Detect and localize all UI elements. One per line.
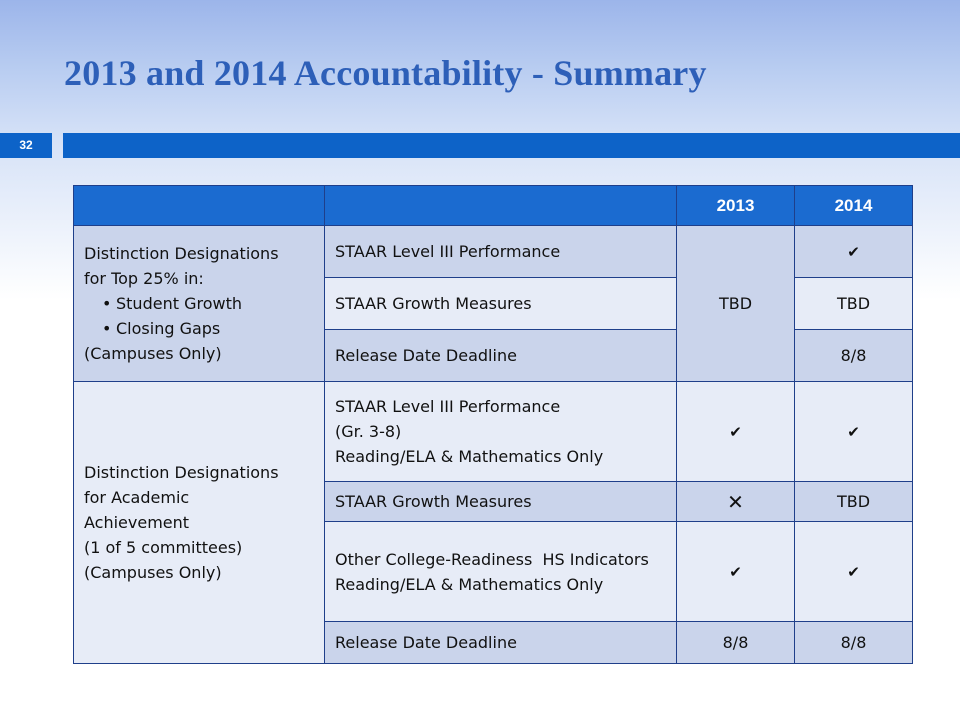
value-cell-2014: TBD	[795, 278, 913, 330]
group1-label-line: Distinction Designations	[84, 244, 279, 263]
group1-label-line: for Top 25% in:	[84, 269, 204, 288]
check-icon: ✔	[795, 382, 913, 482]
bullet-icon: •	[102, 319, 112, 338]
measure-cell: STAAR Growth Measures	[325, 482, 677, 522]
page-title: 2013 and 2014 Accountability - Summary	[64, 53, 707, 93]
measure-line: (Gr. 3-8)	[335, 422, 402, 441]
measure-cell	[325, 522, 677, 622]
value-cell-2014: 8/8	[795, 330, 913, 382]
table-row	[74, 226, 913, 278]
measure-cell: STAAR Growth Measures	[325, 278, 677, 330]
value-cell-2014: 8/8	[795, 622, 913, 664]
group1-label-cell	[74, 226, 325, 382]
title-rule-right	[63, 133, 960, 158]
value-cell-2013: 8/8	[677, 622, 795, 664]
check-icon: ✔	[795, 226, 913, 278]
check-icon: ✔	[677, 522, 795, 622]
measure-line: Reading/ELA & Mathematics Only	[335, 574, 604, 594]
cross-icon: ✕	[677, 482, 795, 522]
header-cell-empty-2	[325, 186, 677, 226]
measure-cell	[325, 382, 677, 482]
slide-number: 32	[19, 138, 33, 152]
table-header-row	[74, 186, 913, 226]
value-cell-2014: TBD	[795, 482, 913, 522]
check-icon: ✔	[795, 522, 913, 622]
list-item	[84, 291, 324, 316]
bullet-text: Student Growth	[116, 294, 242, 313]
bullet-icon: •	[102, 294, 112, 313]
header-cell-2013: 2013	[677, 186, 795, 226]
bullet-text: Closing Gaps	[116, 319, 221, 338]
measure-cell: STAAR Level III Performance	[325, 226, 677, 278]
measure-line: Reading/ELA & Mathematics Only	[335, 447, 604, 466]
group2-label-line: for Academic	[84, 488, 190, 507]
check-icon: ✔	[677, 382, 795, 482]
table-row	[74, 382, 913, 482]
group1-2013-merged-cell: TBD	[677, 226, 795, 382]
group2-label-cell	[74, 382, 325, 664]
group1-label-line: (Campuses Only)	[84, 344, 222, 363]
summary-table	[73, 185, 913, 664]
group2-label-line: Distinction Designations	[84, 463, 279, 482]
list-item	[84, 316, 324, 341]
group2-label-line: (1 of 5 committees)	[84, 538, 243, 557]
group2-label-line: (Campuses Only)	[84, 563, 222, 582]
measure-cell: Release Date Deadline	[325, 330, 677, 382]
measure-cell: Release Date Deadline	[325, 622, 677, 664]
measure-line: Other College-Readiness HS Indicators	[335, 549, 649, 569]
group2-label-line: Achievement	[84, 513, 190, 532]
header-cell-empty-1	[74, 186, 325, 226]
header-cell-2014: 2014	[795, 186, 913, 226]
measure-line: STAAR Level III Performance	[335, 397, 561, 416]
